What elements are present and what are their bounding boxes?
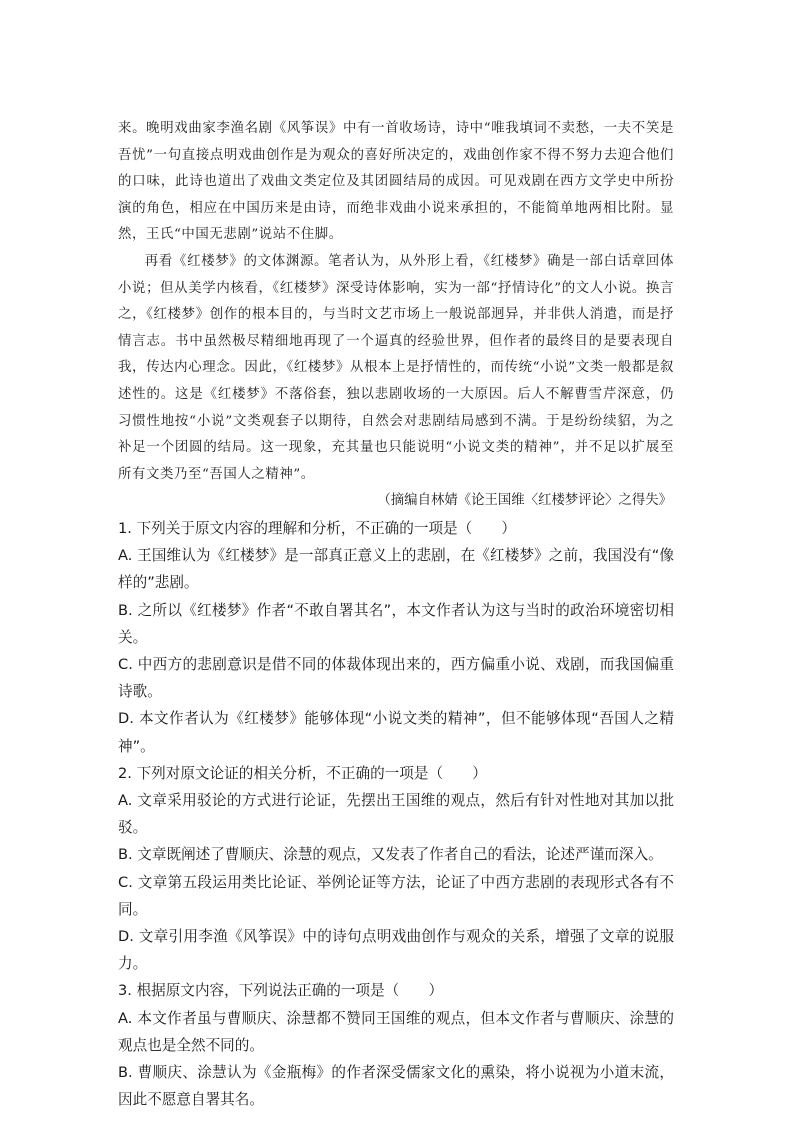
- question-option-b: B. 之所以《红楼梦》作者“不敢自署其名”，本文作者认为这与当时的政治环境密切相关。: [118, 601, 674, 646]
- question-3: [118, 977, 674, 1113]
- question-option-d: D. 文章引用李渔《风筝误》中的诗句点明戏曲创作与观众的关系，增强了文章的说服力。: [118, 927, 674, 973]
- question-option-c: C. 文章第五段运用类比论证、举例论证等方法，论证了中西方悲剧的表现形式各有不同。: [118, 873, 674, 918]
- passage-paragraph-1: 来。晚明戏曲家李渔名剧《风筝误》中有一首收场诗，诗中“唯我填词不卖愁，一夫不笑是吾忧”一句直接点明戏曲创作是为观众的喜好所决定的，戏曲创作家不得不努力去迎合他们的口味，此诗也道出了戏曲文类定位及其团圆结局的成因。可见戏剧在西方文学史中所扮演的角色，相应在中国历来是由诗，而绝非戏曲小说来承担的，不能简单地两相比附。显然，王氏“中国无悲剧”说站不住脚。: [118, 121, 674, 243]
- question-stem: 2. 下列对原文论证的相关分析，不正确的一项是（ ）: [118, 764, 487, 782]
- question-option-b: B. 文章既阐述了曹顺庆、涂慧的观点，又发表了作者自己的看法，论述严谨而深入。: [118, 846, 663, 864]
- question-option-a: A. 文章采用驳论的方式进行论证，先摆出王国维的观点，然后有针对性地对其加以批驳。: [118, 791, 674, 837]
- question-option-c: C. 中西方的悲剧意识是借不同的体裁体现出来的，西方偏重小说、戏剧，而我国偏重诗歌。: [118, 655, 674, 701]
- question-stem: 3. 根据原文内容，下列说法正确的一项是（ ）: [118, 982, 444, 1000]
- question-option-b: B. 曹顺庆、涂慧认为《金瓶梅》的作者深受儒家文化的熏染，将小说视为小道末流，因此不愿意自署其名。: [118, 1063, 674, 1109]
- question-2: [118, 760, 674, 978]
- question-stem: 1. 下列关于原文内容的理解和分析，不正确的一项是（ ）: [118, 519, 517, 537]
- question-1: [118, 515, 674, 760]
- passage-text: [118, 116, 674, 488]
- question-option-d: D. 本文作者认为《红楼梦》能够体现“小说文类的精神”，但不能够体现“吾国人之精神”。: [118, 710, 674, 755]
- passage-source: （摘编自林婧《论王国维〈红楼梦评论〉之得失》: [377, 493, 672, 509]
- question-list: [118, 515, 674, 1113]
- document-page: [118, 116, 674, 1113]
- question-option-a: A. 本文作者虽与曹顺庆、涂慧都不赞同王国维的观点，但本文作者与曹顺庆、涂慧的观点也是全然不同的。: [118, 1009, 674, 1054]
- question-option-a: A. 王国维认为《红楼梦》是一部真正意义上的悲剧，在《红楼梦》之前，我国没有“像样的”悲剧。: [118, 547, 674, 592]
- passage-paragraph-2: 再看《红楼梦》的文体渊源。笔者认为，从外形上看，《红楼梦》确是一部白话章回体小说；但从美学内核看，《红楼梦》深受诗体影响，实为一部“抒情诗化”的文人小说。换言之，《红楼梦》创作的根本目的，与当时文艺市场上一般说部迥异，并非供人消遣，而是抒情言志。书中虽然极尽精细地再现了一个逼真的经验世界，但作者的最终目的是要表现自我，传达内心理念。因此，《红楼梦》从根本上是抒情性的，而传统“小说”文类一般都是叙述性的。这是《红楼梦》不落俗套，独以悲剧收场的一大原因。后人不解曹雪芹深意，仍习惯性地按“小说”文类观套子以期待，自然会对悲剧结局感到不满。于是纷纷续貂，为之补足一个团圆的结局。这一现象，充其量也只能说明“小说文类的精神”，并不足以扩展至所有文类乃至“吾国人之精神”。: [118, 253, 674, 482]
